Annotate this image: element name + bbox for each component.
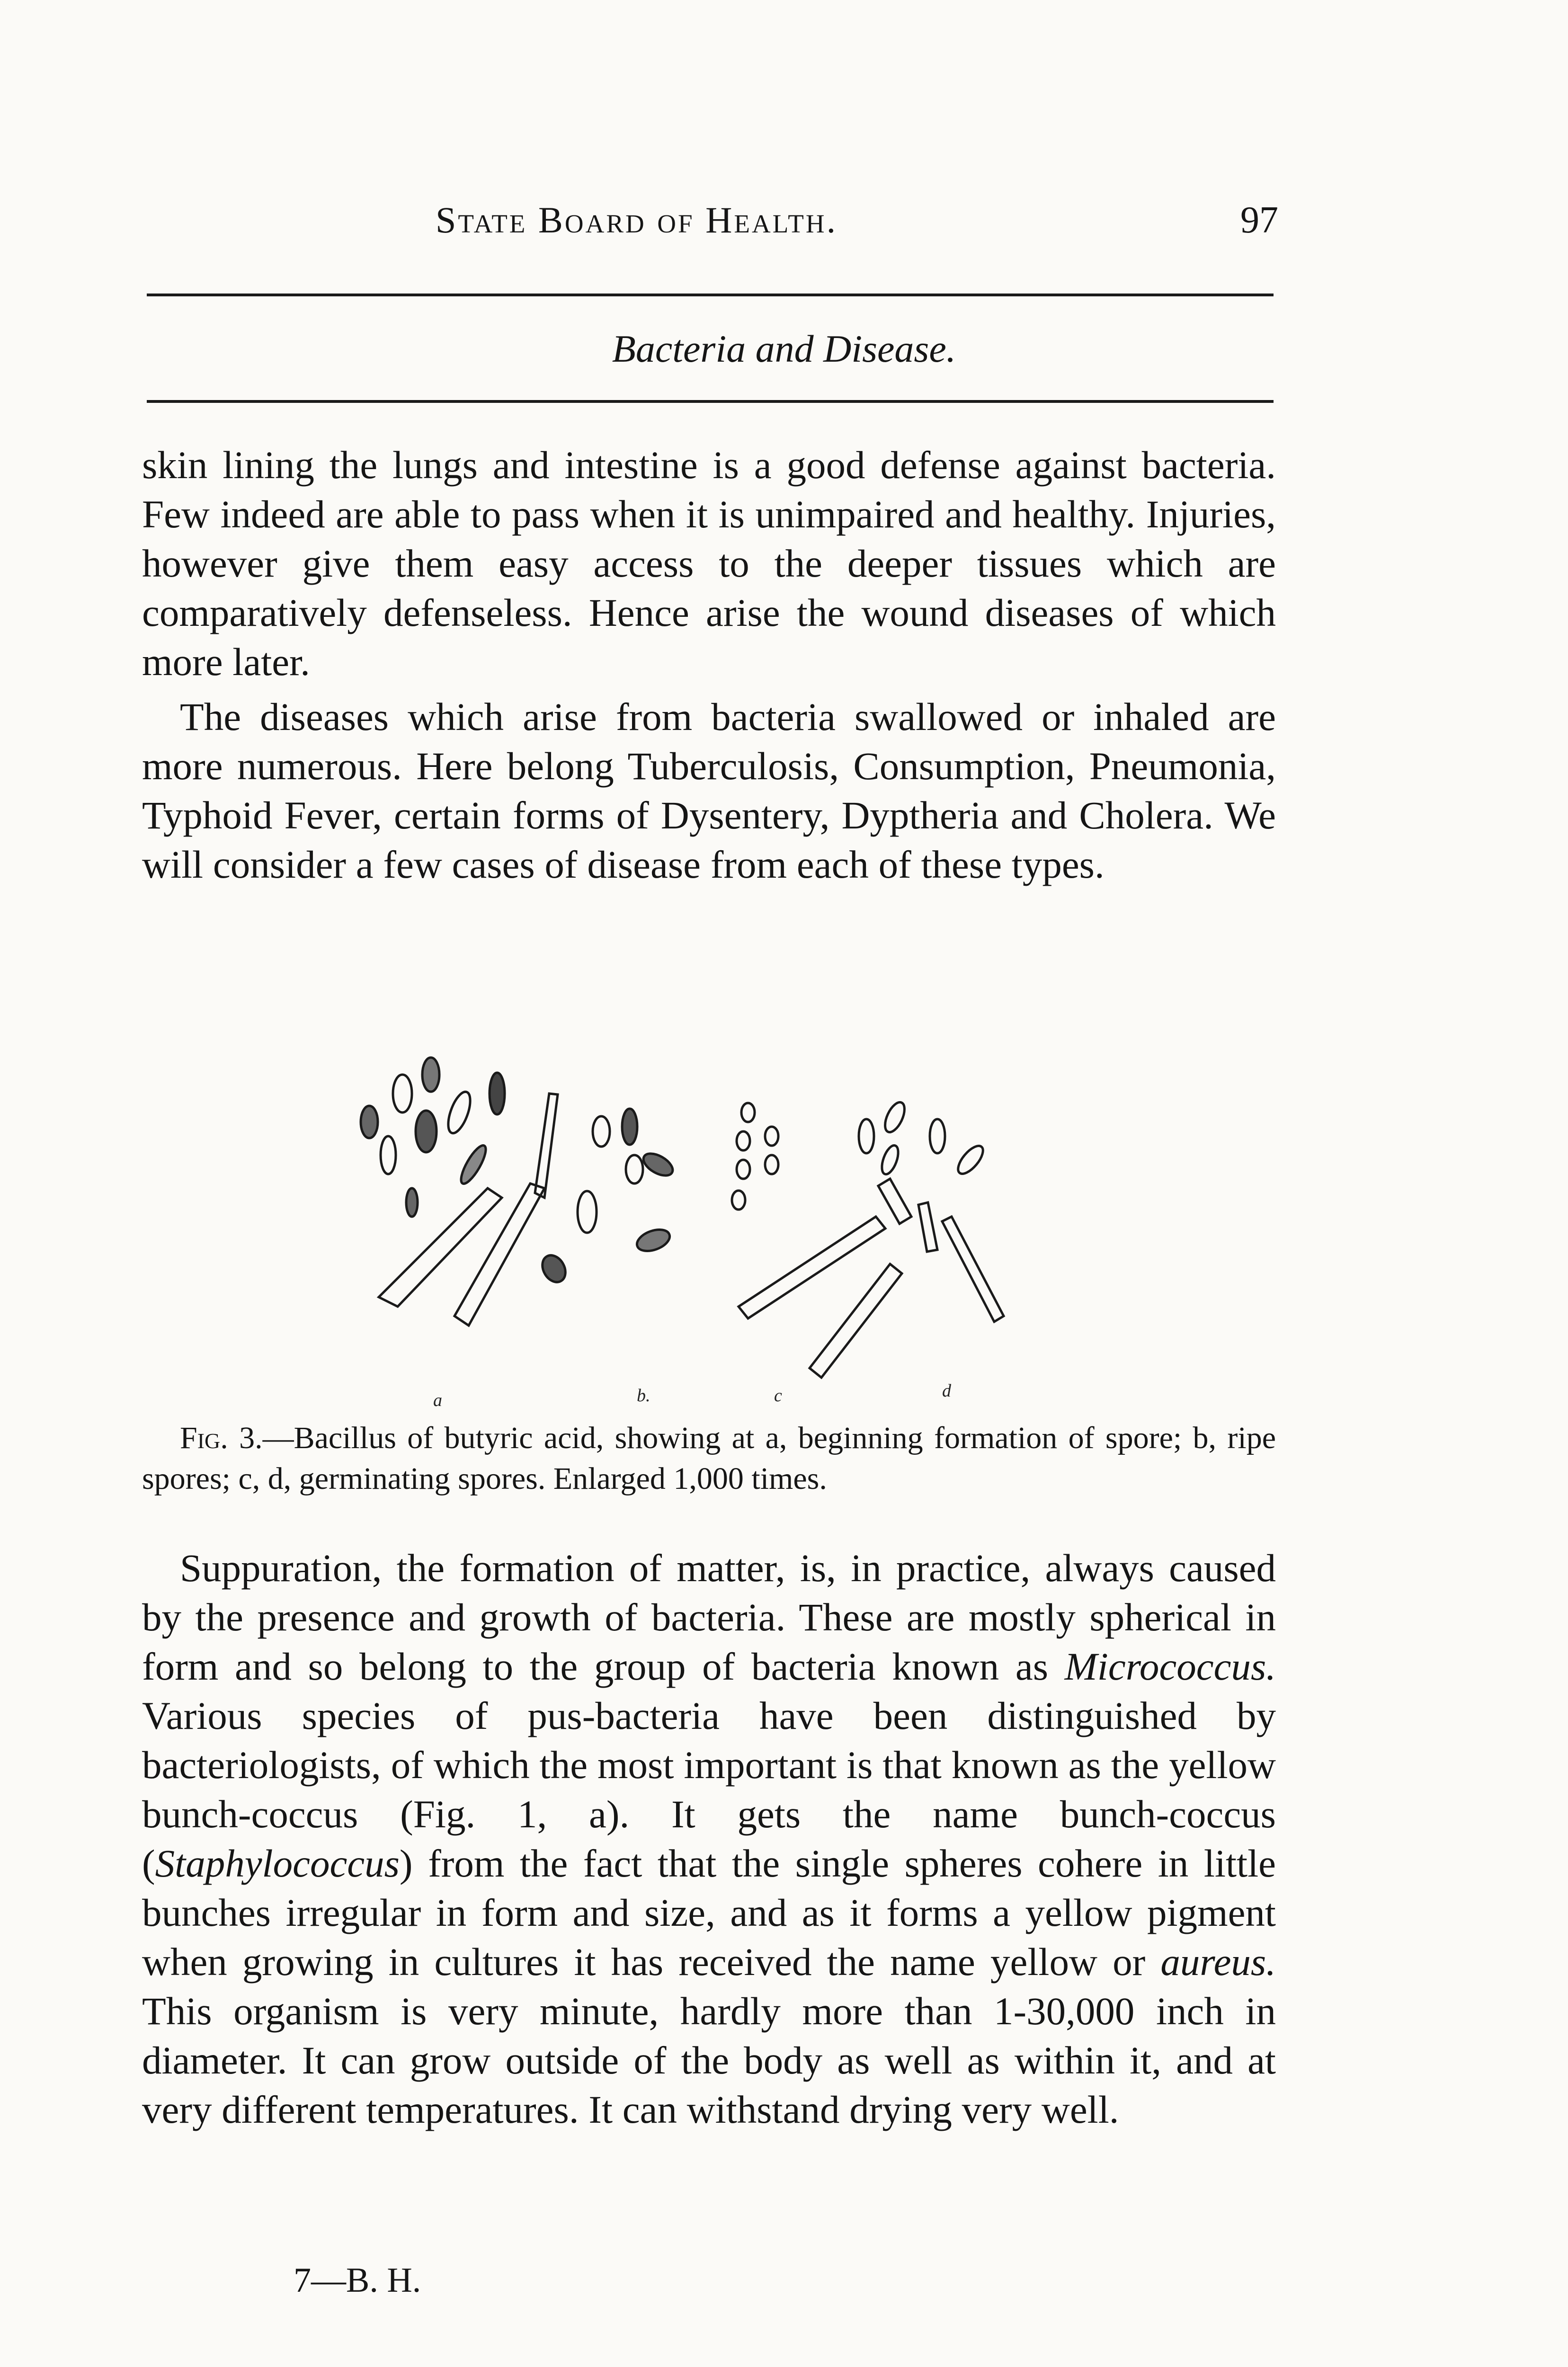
p3-part4: This organism is very minute, hardly more than 1-30,000 inch in diameter. It can grow outside of the body as well as within it, and at very different temperatures. It can withstand drying very well. [142, 1989, 1276, 2131]
header-rule-top [147, 294, 1274, 296]
p3-italic-micrococcus: Micrococcus. [1064, 1645, 1276, 1688]
spore-d2 [881, 1099, 909, 1135]
spore-a3 [422, 1058, 439, 1092]
spore-c6 [732, 1191, 745, 1210]
footer-signature: 7—B. H. [294, 2261, 421, 2300]
spore-c2 [737, 1131, 750, 1150]
paragraph-3 [142, 1543, 1276, 2134]
spore-b4 [640, 1149, 677, 1180]
p3-part2: Various species of pus-bacteria have been distinguished by bacteriologists, of which the most important is that known as the yellow bunch-coccus (Fig. 1, a). It gets the name bunch-coccus ( [142, 1694, 1276, 1885]
caption-prefix: Fig. 3. [180, 1421, 263, 1455]
paragraph-1: skin lining the lungs and intestine is a good defense against bacteria. Few indeed are able to pass when it is unimpaired and healthy. Injuries, however give them easy access to the deeper tissues which are comparatively defenseless. Hence arise the wound diseases of which more later. [142, 443, 1276, 684]
spore-a8 [406, 1188, 418, 1217]
spore-c3 [765, 1127, 778, 1146]
rod-c1 [739, 1217, 885, 1318]
rod-a2 [454, 1184, 544, 1326]
page-number: 97 [1240, 199, 1278, 241]
p3-italic-staphylococcus: Staphylococcus [155, 1842, 400, 1885]
section-subtitle: Bacteria and Disease. [612, 327, 956, 370]
spore-a9 [490, 1073, 505, 1114]
page-header [0, 199, 1568, 246]
spore-b2 [622, 1109, 637, 1145]
spore-d3 [879, 1143, 901, 1176]
rod-d2 [918, 1202, 937, 1252]
spore-d4 [930, 1119, 945, 1153]
rod-c2 [810, 1264, 902, 1378]
spore-b1 [593, 1116, 610, 1147]
rod-d3 [942, 1217, 1004, 1322]
spore-a4 [381, 1136, 396, 1174]
figure-bacillus-illustration [331, 1041, 1136, 1411]
body-lower [142, 1543, 1276, 2134]
spore-b5 [578, 1191, 597, 1233]
paragraph-2: The diseases which arise from bacteria swallowed or inhaled are more numerous. Here belong Tuberculosis, Consumption, Pneumonia, Typhoid Fever, certain forms of Dysentery, Dyptheria and Cholera. We will consider a few cases of disease from each of these types. [142, 695, 1276, 886]
p3-italic-aureus: aureus. [1160, 1940, 1276, 1984]
spore-a7 [457, 1142, 490, 1187]
spore-c1 [741, 1103, 755, 1122]
spore-b6 [634, 1226, 672, 1255]
spore-b3 [626, 1155, 643, 1184]
running-head: State Board of Health. [436, 199, 838, 240]
figure-label-b: b. [637, 1386, 650, 1406]
spore-d5 [954, 1142, 988, 1178]
body-upper [142, 440, 1276, 889]
p3-part3: ) from the fact that the single spheres cohere in little bunches irregular in form and size, and as it forms a yellow pigment when growing in cultures it has received the name yellow or [142, 1842, 1276, 1984]
spore-b7 [538, 1251, 570, 1286]
spore-d1 [859, 1119, 874, 1153]
spore-a6 [444, 1089, 474, 1136]
rod-d1 [878, 1179, 911, 1224]
rod-a1 [379, 1188, 502, 1307]
header-rule-bottom [147, 400, 1274, 403]
caption-text: —Bacillus of butyric acid, showing at a, beginning formation of spore; b, ripe spores; c, d, germinating spores. Enlarged 1,000 times. [142, 1421, 1276, 1496]
spore-a1 [361, 1106, 378, 1138]
figure-label-a: a [433, 1390, 442, 1410]
bacillus-drawing [331, 1041, 1136, 1411]
p3-part1: Suppuration, the formation of matter, is, in practice, always caused by the presence and growth of bacteria. These are mostly spherical in form and so belong to the group of bacteria known as [142, 1546, 1276, 1688]
rod-a3 [535, 1094, 558, 1198]
spore-c4 [737, 1160, 750, 1179]
spore-a5 [416, 1111, 437, 1152]
figure-label-d: d [942, 1381, 951, 1401]
figure-label-c: c [774, 1386, 782, 1406]
spore-a2 [393, 1075, 412, 1112]
spore-c5 [765, 1155, 778, 1174]
figure-caption [142, 1418, 1276, 1499]
